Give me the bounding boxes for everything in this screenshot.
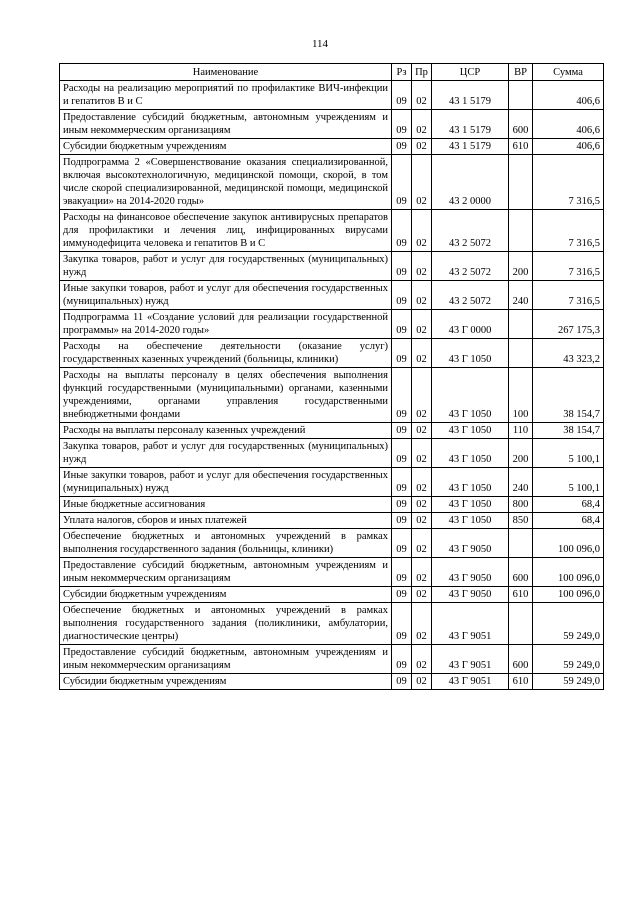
row-pr: 02 xyxy=(412,529,432,558)
row-rz: 09 xyxy=(392,252,412,281)
row-name: Расходы на выплаты персоналу в целях обеспечения выполнения функций государственными (муниципальными) органами, казенными учреждениями, органами управления государственными внебюджетными фондами xyxy=(60,368,392,423)
row-rz: 09 xyxy=(392,423,412,439)
table-row xyxy=(60,674,604,690)
row-vr: 850 xyxy=(509,513,533,529)
row-pr: 02 xyxy=(412,423,432,439)
row-pr: 02 xyxy=(412,497,432,513)
row-rz: 09 xyxy=(392,674,412,690)
row-csr: 43 Г 1050 xyxy=(432,423,509,439)
row-vr: 240 xyxy=(509,468,533,497)
header-rz: Рз xyxy=(392,64,412,81)
row-sum: 100 096,0 xyxy=(533,558,604,587)
row-sum: 406,6 xyxy=(533,81,604,110)
row-vr: 600 xyxy=(509,558,533,587)
row-name: Подпрограмма 11 «Создание условий для реализации государственной программы» на 2014-2020 годы» xyxy=(60,310,392,339)
row-csr: 43 Г 9051 xyxy=(432,674,509,690)
row-pr: 02 xyxy=(412,439,432,468)
table-row xyxy=(60,310,604,339)
row-csr: 43 Г 9051 xyxy=(432,645,509,674)
row-name: Закупка товаров, работ и услуг для государственных (муниципальных) нужд xyxy=(60,439,392,468)
table-row xyxy=(60,423,604,439)
row-sum: 68,4 xyxy=(533,513,604,529)
row-name: Иные бюджетные ассигнования xyxy=(60,497,392,513)
table-row xyxy=(60,252,604,281)
row-rz: 09 xyxy=(392,645,412,674)
table-row xyxy=(60,603,604,645)
row-name: Субсидии бюджетным учреждениям xyxy=(60,139,392,155)
row-rz: 09 xyxy=(392,587,412,603)
row-vr: 240 xyxy=(509,281,533,310)
row-sum: 100 096,0 xyxy=(533,529,604,558)
row-csr: 43 Г 0000 xyxy=(432,310,509,339)
row-sum: 59 249,0 xyxy=(533,674,604,690)
row-csr: 43 1 5179 xyxy=(432,139,509,155)
row-pr: 02 xyxy=(412,110,432,139)
row-csr: 43 Г 1050 xyxy=(432,368,509,423)
row-sum: 59 249,0 xyxy=(533,603,604,645)
table-row xyxy=(60,281,604,310)
table-row xyxy=(60,587,604,603)
row-vr: 800 xyxy=(509,497,533,513)
row-vr: 200 xyxy=(509,252,533,281)
header-sum: Сумма xyxy=(533,64,604,81)
row-name: Уплата налогов, сборов и иных платежей xyxy=(60,513,392,529)
row-rz: 09 xyxy=(392,339,412,368)
row-csr: 43 Г 9050 xyxy=(432,529,509,558)
row-name: Иные закупки товаров, работ и услуг для обеспечения государственных (муниципальных) нужд xyxy=(60,468,392,497)
row-vr xyxy=(509,81,533,110)
row-pr: 02 xyxy=(412,603,432,645)
table-row xyxy=(60,210,604,252)
row-vr xyxy=(509,155,533,210)
row-name: Закупка товаров, работ и услуг для государственных (муниципальных) нужд xyxy=(60,252,392,281)
row-rz: 09 xyxy=(392,558,412,587)
row-csr: 43 Г 1050 xyxy=(432,497,509,513)
row-sum: 38 154,7 xyxy=(533,423,604,439)
row-sum: 7 316,5 xyxy=(533,155,604,210)
row-name: Расходы на реализацию мероприятий по профилактике ВИЧ-инфекции и гепатитов В и С xyxy=(60,81,392,110)
header-pr: Пр xyxy=(412,64,432,81)
row-vr xyxy=(509,310,533,339)
table-row xyxy=(60,339,604,368)
row-vr: 110 xyxy=(509,423,533,439)
row-csr: 43 2 5072 xyxy=(432,281,509,310)
row-vr: 610 xyxy=(509,587,533,603)
row-vr xyxy=(509,339,533,368)
row-pr: 02 xyxy=(412,210,432,252)
row-name: Обеспечение бюджетных и автономных учреждений в рамках выполнения государственного задания (поликлиники, амбулатории, диагностические центры) xyxy=(60,603,392,645)
row-csr: 43 Г 1050 xyxy=(432,439,509,468)
row-sum: 406,6 xyxy=(533,110,604,139)
row-rz: 09 xyxy=(392,139,412,155)
row-vr xyxy=(509,529,533,558)
row-pr: 02 xyxy=(412,468,432,497)
row-vr xyxy=(509,210,533,252)
row-pr: 02 xyxy=(412,513,432,529)
row-sum: 7 316,5 xyxy=(533,252,604,281)
row-pr: 02 xyxy=(412,81,432,110)
row-rz: 09 xyxy=(392,310,412,339)
table-row xyxy=(60,468,604,497)
row-rz: 09 xyxy=(392,513,412,529)
row-rz: 09 xyxy=(392,529,412,558)
header-csr: ЦСР xyxy=(432,64,509,81)
row-name: Иные закупки товаров, работ и услуг для обеспечения государственных (муниципальных) нужд xyxy=(60,281,392,310)
row-csr: 43 2 5072 xyxy=(432,252,509,281)
row-name: Предоставление субсидий бюджетным, автономным учреждениям и иным некоммерческим организациям xyxy=(60,558,392,587)
row-vr: 100 xyxy=(509,368,533,423)
table-row xyxy=(60,529,604,558)
row-csr: 43 1 5179 xyxy=(432,81,509,110)
row-sum: 7 316,5 xyxy=(533,210,604,252)
row-sum: 59 249,0 xyxy=(533,645,604,674)
row-rz: 09 xyxy=(392,81,412,110)
row-rz: 09 xyxy=(392,368,412,423)
table-row xyxy=(60,155,604,210)
row-vr: 600 xyxy=(509,110,533,139)
row-rz: 09 xyxy=(392,210,412,252)
row-name: Предоставление субсидий бюджетным, автономным учреждениям и иным некоммерческим организациям xyxy=(60,110,392,139)
row-sum: 5 100,1 xyxy=(533,468,604,497)
row-vr: 200 xyxy=(509,439,533,468)
row-pr: 02 xyxy=(412,252,432,281)
row-pr: 02 xyxy=(412,155,432,210)
row-sum: 68,4 xyxy=(533,497,604,513)
row-name: Обеспечение бюджетных и автономных учреждений в рамках выполнения государственного задания (больницы, клиники) xyxy=(60,529,392,558)
row-vr: 610 xyxy=(509,139,533,155)
row-csr: 43 Г 9051 xyxy=(432,603,509,645)
table-row xyxy=(60,110,604,139)
row-name: Предоставление субсидий бюджетным, автономным учреждениям и иным некоммерческим организациям xyxy=(60,645,392,674)
page-number: 114 xyxy=(311,38,329,50)
row-name: Подпрограмма 2 «Совершенствование оказания специализированной, включая высокотехнологичную, медицинской помощи, скорой, в том числе скорой специализированной, медицинской помощи, медицинской эвакуации» на 2014-2020 годы» xyxy=(60,155,392,210)
row-sum: 7 316,5 xyxy=(533,281,604,310)
row-sum: 406,6 xyxy=(533,139,604,155)
table-row xyxy=(60,439,604,468)
table-row xyxy=(60,558,604,587)
row-csr: 43 2 5072 xyxy=(432,210,509,252)
row-vr: 600 xyxy=(509,645,533,674)
row-name: Расходы на выплаты персоналу казенных учреждений xyxy=(60,423,392,439)
table-header-row xyxy=(60,64,604,81)
row-pr: 02 xyxy=(412,674,432,690)
table-row xyxy=(60,81,604,110)
row-name: Субсидии бюджетным учреждениям xyxy=(60,587,392,603)
table-row xyxy=(60,368,604,423)
row-csr: 43 Г 9050 xyxy=(432,558,509,587)
row-vr: 610 xyxy=(509,674,533,690)
row-pr: 02 xyxy=(412,281,432,310)
row-csr: 43 Г 1050 xyxy=(432,513,509,529)
row-rz: 09 xyxy=(392,603,412,645)
row-sum: 100 096,0 xyxy=(533,587,604,603)
row-name: Субсидии бюджетным учреждениям xyxy=(60,674,392,690)
row-sum: 267 175,3 xyxy=(533,310,604,339)
row-pr: 02 xyxy=(412,339,432,368)
row-rz: 09 xyxy=(392,281,412,310)
row-csr: 43 1 5179 xyxy=(432,110,509,139)
row-rz: 09 xyxy=(392,155,412,210)
row-pr: 02 xyxy=(412,587,432,603)
table-row xyxy=(60,513,604,529)
row-name: Расходы на финансовое обеспечение закупок антивирусных препаратов для профилактики и лечения лиц, инфицированных вирусами иммунодефицита человека и гепатитов В и С xyxy=(60,210,392,252)
row-sum: 38 154,7 xyxy=(533,368,604,423)
row-rz: 09 xyxy=(392,110,412,139)
table-row xyxy=(60,497,604,513)
row-pr: 02 xyxy=(412,645,432,674)
header-vr: ВР xyxy=(509,64,533,81)
row-sum: 43 323,2 xyxy=(533,339,604,368)
row-csr: 43 2 0000 xyxy=(432,155,509,210)
budget-table xyxy=(59,63,604,690)
header-name: Наименование xyxy=(60,64,392,81)
row-vr xyxy=(509,603,533,645)
row-name: Расходы на обеспечение деятельности (оказание услуг) государственных казенных учреждений (больницы, клиники) xyxy=(60,339,392,368)
row-pr: 02 xyxy=(412,368,432,423)
row-csr: 43 Г 1050 xyxy=(432,468,509,497)
row-pr: 02 xyxy=(412,139,432,155)
row-rz: 09 xyxy=(392,439,412,468)
row-pr: 02 xyxy=(412,310,432,339)
row-rz: 09 xyxy=(392,468,412,497)
row-rz: 09 xyxy=(392,497,412,513)
row-sum: 5 100,1 xyxy=(533,439,604,468)
table-row xyxy=(60,139,604,155)
row-pr: 02 xyxy=(412,558,432,587)
row-csr: 43 Г 9050 xyxy=(432,587,509,603)
row-csr: 43 Г 1050 xyxy=(432,339,509,368)
table-row xyxy=(60,645,604,674)
